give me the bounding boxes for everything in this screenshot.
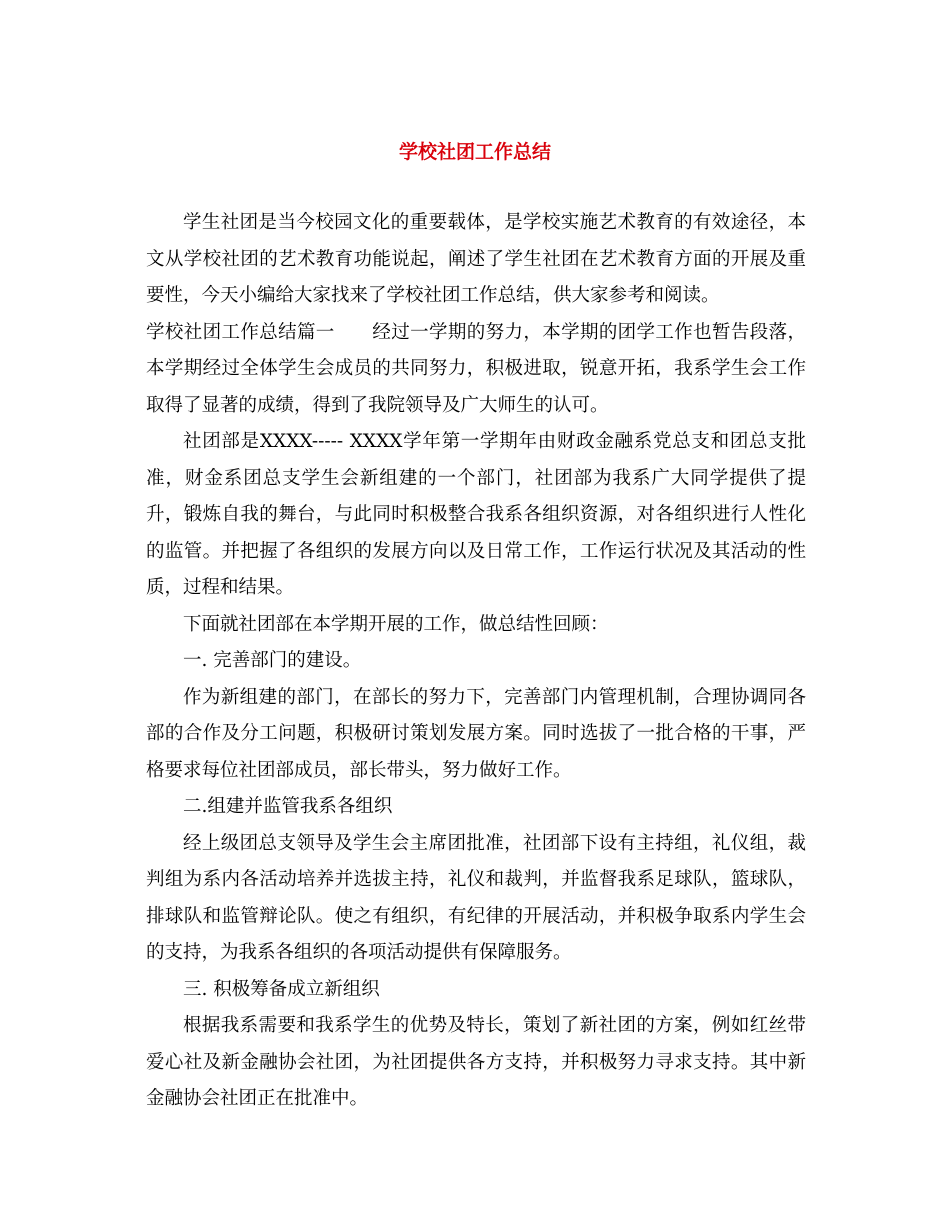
document-body: [146, 205, 806, 1118]
paragraph-section-three: 根据我系需要和我系学生的优势及特长，策划了新社团的方案，例如红丝带爱心社及新金融协会社团，为社团提供各方支持，并积极努力寻求支持。其中新金融协会社团正在批准中。: [146, 1015, 806, 1109]
heading-section-two: 二.组建并监管我系各组织: [183, 796, 393, 817]
paragraph-intro: 学生社团是当今校园文化的重要载体，是学校实施艺术教育的有效途径，本文从学校社团的艺术教育功能说起，阐述了学生社团在艺术教育方面的开展及重要性，今天小编给大家找来了学校社团工作总结，供大家参考和阅读。: [146, 212, 806, 306]
heading-section-one: 一. 完善部门的建设。: [183, 650, 362, 671]
heading-section-three: 三. 积极筹备成立新组织: [183, 978, 380, 1000]
paragraph-section-one: 作为新组建的部门，在部长的努力下，完善部门内管理机制，合理协调同各部的合作及分工问题，积极研讨策划发展方案。同时选拔了一批合格的干事，严格要求每位社团部成员，部长带头，努力做好工作。: [146, 686, 806, 781]
document-title: 学校社团工作总结: [398, 141, 551, 163]
paragraph-part-one: 学校社团工作总结篇一 经过一学期的努力，本学期的团学工作也暂告段落，本学期经过全体学生会成员的共同努力，积极进取，锐意开拓，我系学生会工作取得了显著的成绩，得到了我院领导及广大师生的认可。: [146, 321, 806, 416]
paragraph-club-department: 社团部是XXXX----- XXXX学年第一学期年由财政金融系党总支和团总支批准，财金系团总支学生会新组建的一个部门，社团部为我系广大同学提供了提升，锻炼自我的舞台，与此同时积极整合我系各组织资源，对各组织进行人性化的监管。并把握了各组织的发展方向以及日常工作，工作运行状况及其活动的性质，过程和结果。: [146, 431, 806, 598]
paragraph-review-intro: 下面就社团部在本学期开展的工作，做总结性回顾：: [183, 613, 609, 635]
paragraph-section-two: 经上级团总支领导及学生会主席团批准，社团部下设有主持组，礼仪组，裁判组为系内各活动培养并选拔主持，礼仪和裁判，并监督我系足球队，篮球队，排球队和监管辩论队。使之有组织，有纪律的开展活动，并积极争取系内学生会的支持，为我系各组织的各项活动提供有保障服务。: [146, 832, 806, 963]
